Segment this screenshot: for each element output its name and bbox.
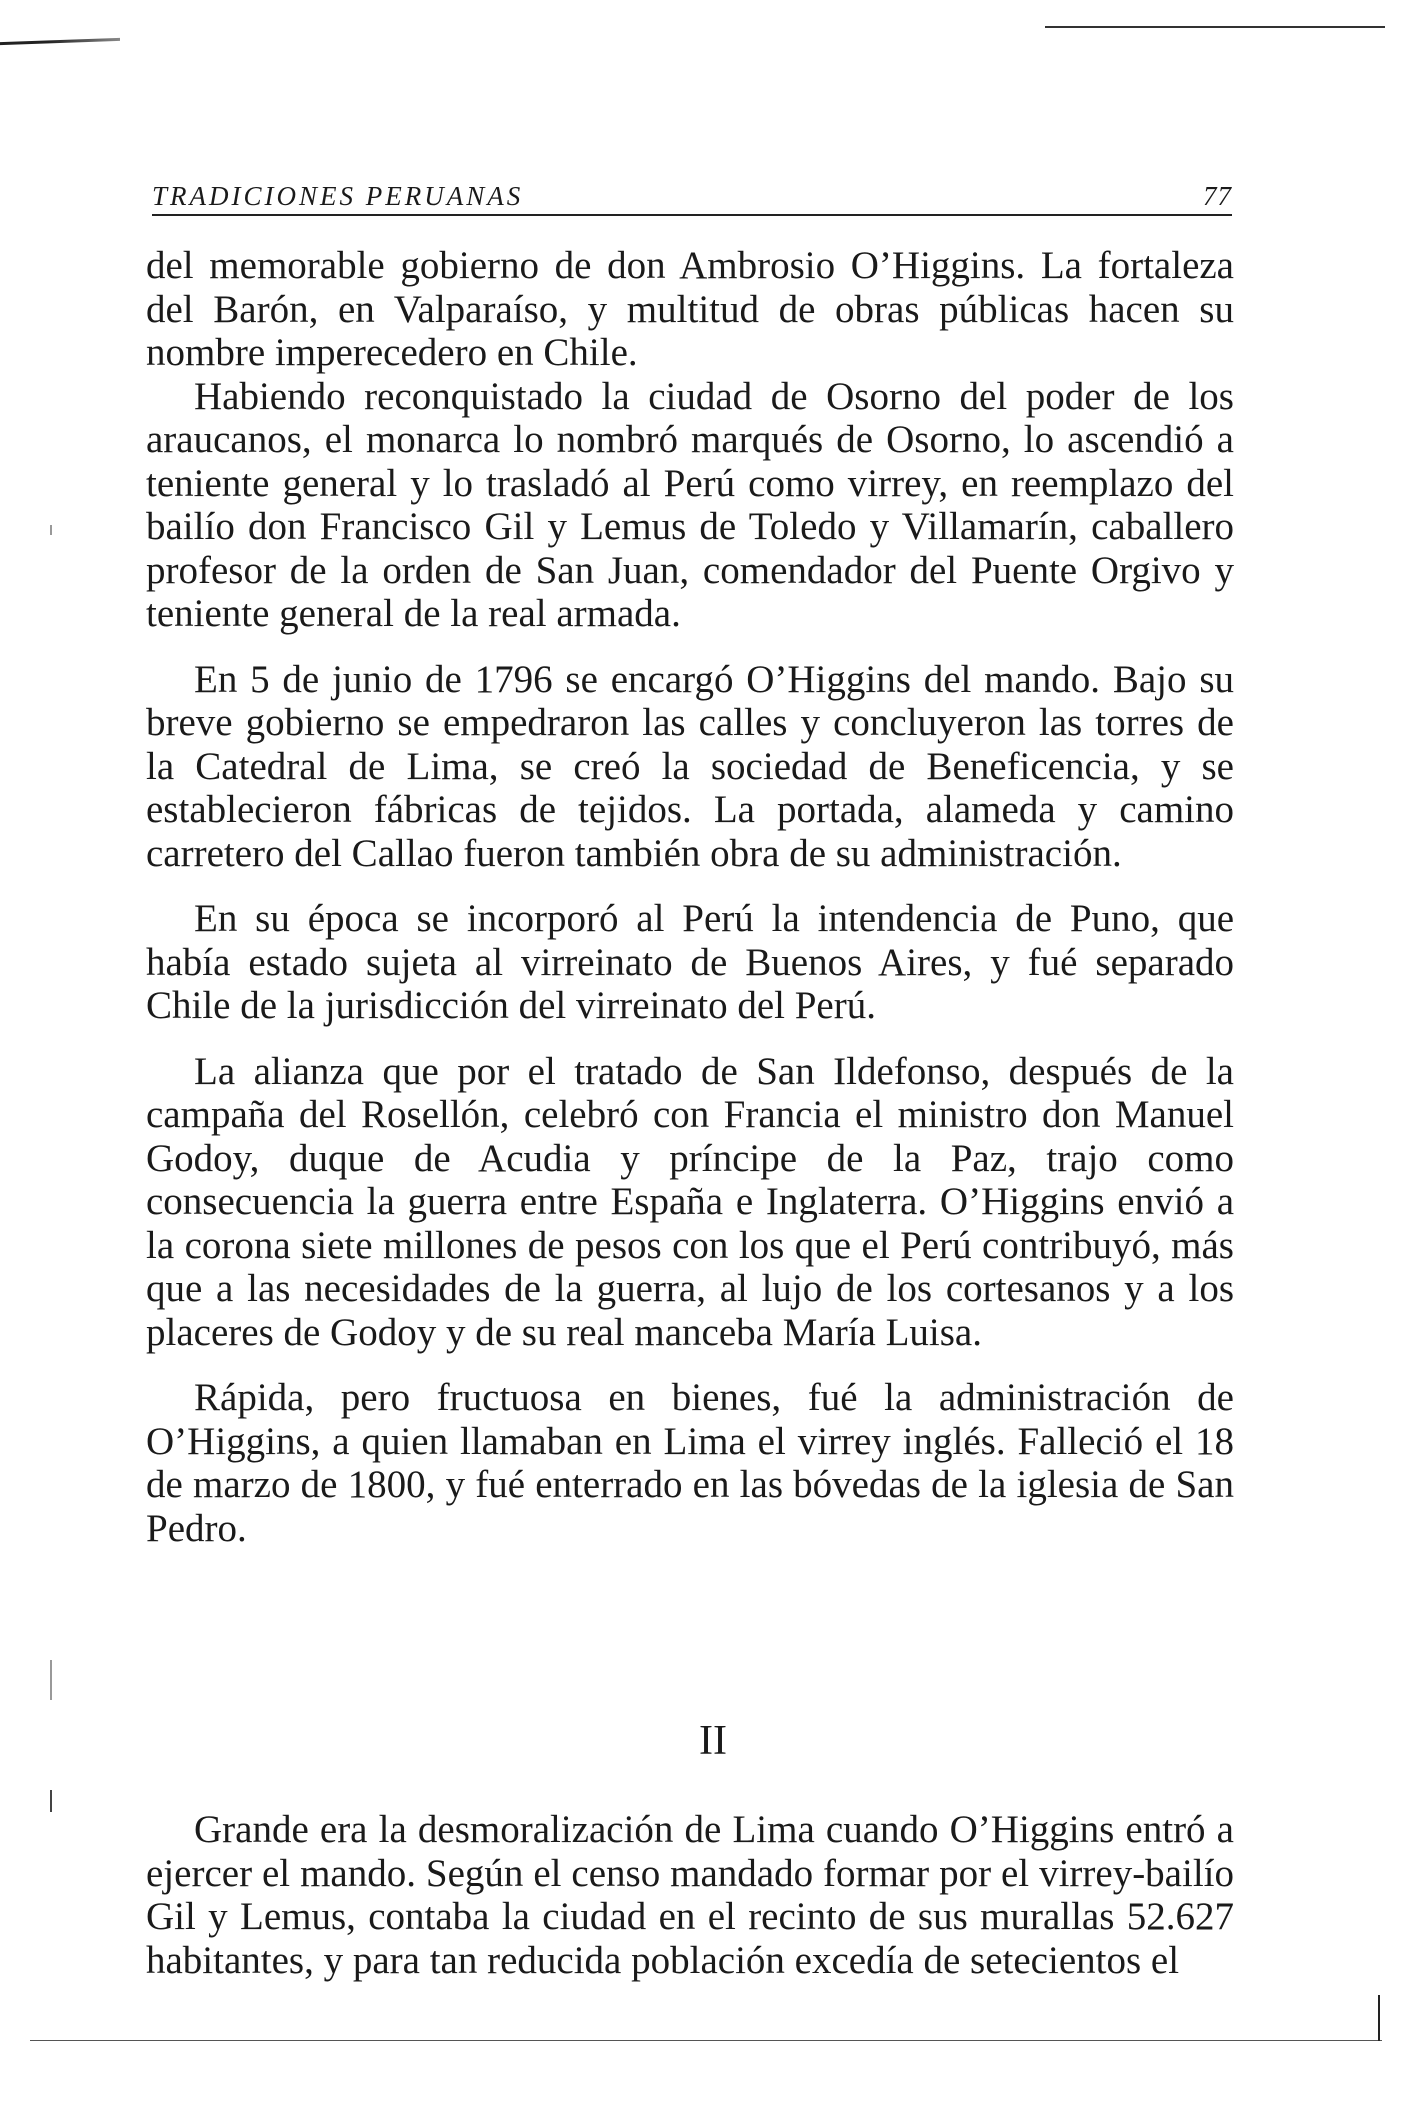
scan-speck [50,525,52,535]
section-numeral: II [699,1718,727,1764]
scan-line-top-right [1045,26,1385,28]
scan-mark-top-left [0,38,120,45]
scan-speck [50,1660,52,1700]
scan-line-bottom [30,2040,1382,2041]
body-text-before-section [146,244,1234,1550]
scan-speck [50,1790,52,1812]
paragraph: Grande era la desmoralización de Lima cuando O’Higgins entró a ejercer el mando. Según el censo mandado formar por el virrey-bailío Gil y Lemus, contaba la ciudad en el recinto de sus murallas 52.627 habitantes, y para tan reducida población excedía de setecientos el [146,1808,1234,1982]
scan-mark-bottom-right [1378,1995,1380,2041]
header-title: TRADICIONES PERUANAS [152,181,524,211]
paragraph: La alianza que por el tratado de San Ildefonso, después de la campaña del Rosellón, celebró con Francia el ministro don Manuel Godoy, duque de Acudia y príncipe de la Paz, trajo como consecuencia la guerra entre España e Inglaterra. O’Higgins envió a la corona siete millones de pesos con los que el Perú contribuyó, más que a las necesidades de la guerra, al lujo de los cortesanos y a los placeres de Godoy y de su real manceba María Luisa. [146,1049,1234,1354]
paragraph: En 5 de junio de 1796 se encargó O’Higgins del mando. Bajo su breve gobierno se empedraron las calles y concluyeron las torres de la Catedral de Lima, se creó la sociedad de Beneficencia, y se establecieron fábricas de tejidos. La portada, alameda y camino carretero del Callao fueron también obra de su administración. [146,657,1234,875]
paragraph-continuation: del memorable gobierno de don Ambrosio O’Higgins. La fortaleza del Barón, en Valparaíso, y multitud de obras públicas hacen su nombre imperecedero en Chile. [146,244,1234,374]
paragraph: Habiendo reconquistado la ciudad de Osorno del poder de los araucanos, el monarca lo nombró marqués de Osorno, lo ascendió a teniente general y lo trasladó al Perú como virrey, en reemplazo del bailío don Francisco Gil y Lemus de Toledo y Villamarín, caballero profesor de la orden de San Juan, comendador del Puente Orgivo y teniente general de la real armada. [146,374,1234,635]
running-header [152,170,1232,216]
page-number: 77 [1203,181,1232,211]
paragraph: En su época se incorporó al Perú la intendencia de Puno, que había estado sujeta al virreinato de Buenos Aires, y fué separado Chile de la jurisdicción del virreinato del Perú. [146,897,1234,1027]
body-text-section-two [146,1808,1234,1982]
paragraph: Rápida, pero fructuosa en bienes, fué la administración de O’Higgins, a quien llamaban en Lima el virrey inglés. Falleció el 18 de marzo de 1800, y fué enterrado en las bóvedas de la iglesia de San Pedro. [146,1376,1234,1550]
